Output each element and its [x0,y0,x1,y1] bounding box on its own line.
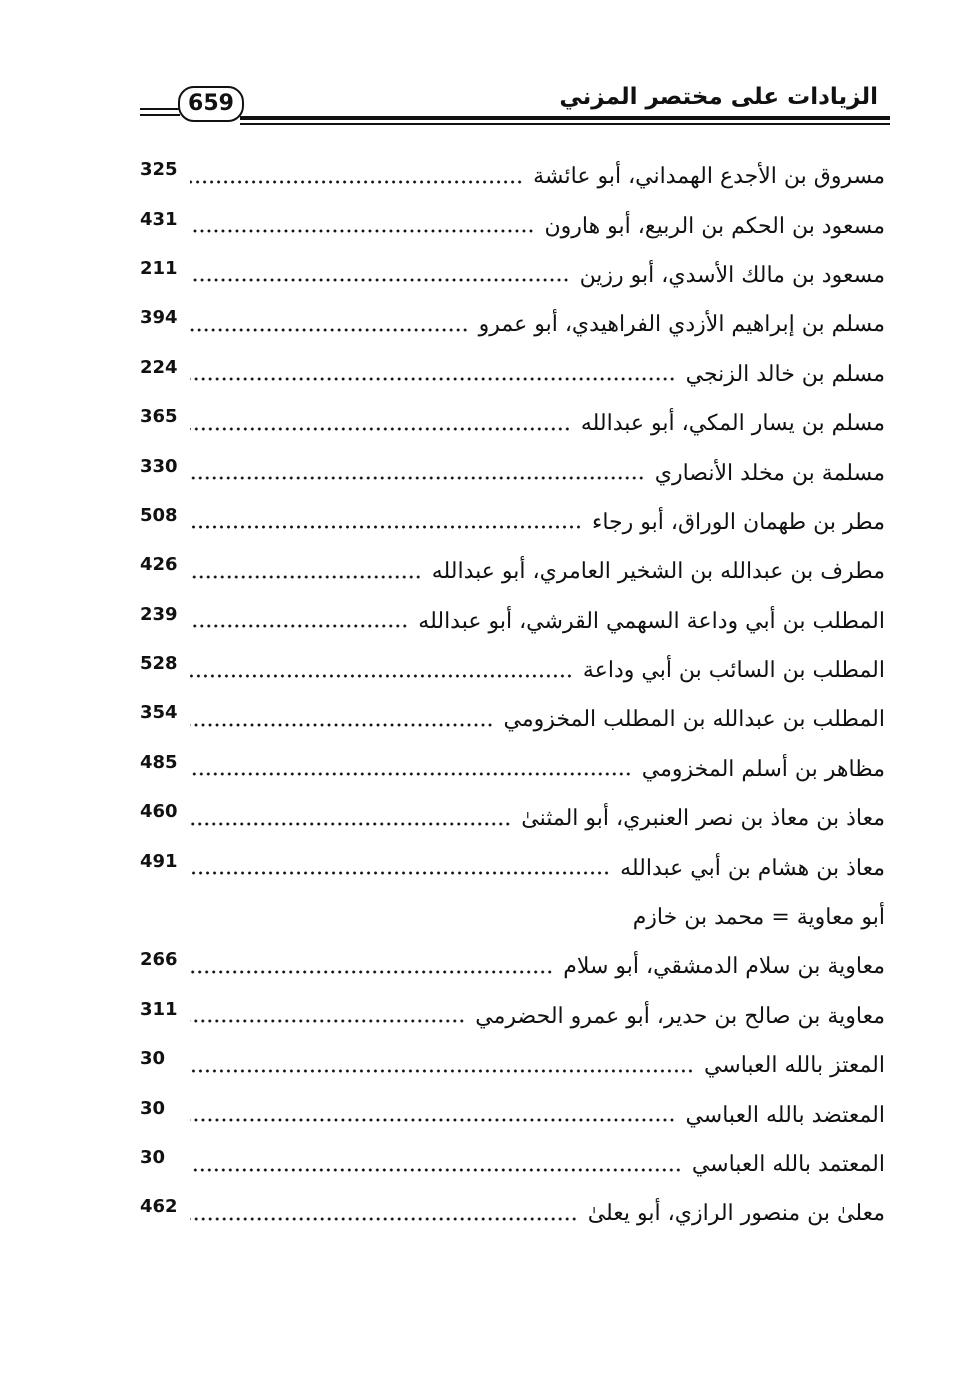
dot-leader [190,1016,465,1026]
index-entry [140,350,885,399]
entry-page-number: 224 [140,356,178,378]
index-entry [140,843,885,892]
index-entry [140,201,885,250]
index-entry [140,646,885,695]
entry-page-number: 325 [140,159,178,181]
index-entry [140,152,885,201]
dot-leader [190,819,511,829]
header-rule-left [140,108,180,110]
dot-leader [190,967,553,977]
dot-leader [190,374,676,384]
dot-leader [190,1214,578,1224]
entry-name: مظاهر بن أسلم المخزومي [641,756,885,782]
dot-leader [190,325,469,335]
entry-name: المطلب بن عبدالله بن المطلب المخزومي [503,707,885,733]
dot-leader [190,572,422,582]
dot-leader [190,473,645,483]
entry-page-number: 508 [140,504,178,526]
entry-name: مطر بن طهمان الوراق، أبو رجاء [592,509,885,535]
dot-leader [190,720,494,730]
page-header [140,78,890,128]
page-number: 659 [178,86,244,122]
header-rule-left-lower [140,114,180,116]
entry-name: أبو معاوية = محمد بن خازم [632,905,885,931]
dot-leader [190,769,632,779]
index-entry [140,251,885,300]
entry-page-number: 491 [140,850,178,872]
entry-name: المعتضد بالله العباسي [685,1102,885,1128]
entry-name: معاوية بن سلام الدمشقي، أبو سلام [563,954,885,980]
entry-name: مسلم بن يسار المكي، أبو عبدالله [580,411,885,437]
entry-name: مسلم بن خالد الزنجي [685,361,885,387]
entry-page-number: 211 [140,257,178,279]
dot-leader [190,621,408,631]
entry-name: معلىٰ بن منصور الرازي، أبو يعلىٰ [587,1201,885,1227]
entry-name: المعتز بالله العباسي [703,1053,885,1079]
index-entry [140,1041,885,1090]
entry-page-number: 30 [140,1097,166,1119]
entry-page-number: 426 [140,554,178,576]
dot-leader [190,522,582,532]
dot-leader [190,424,571,434]
entry-page-number: 239 [140,603,178,625]
entry-name: معاذ بن هشام بن أبي عبدالله [620,855,885,881]
entry-page-number: 394 [140,307,178,329]
entry-page-number: 528 [140,653,178,675]
index-entry [140,942,885,991]
entry-page-number: 460 [140,801,178,823]
index-entry [140,794,885,843]
entry-name: مسلمة بن مخلد الأنصاري [654,460,885,486]
entry-page-number: 330 [140,455,178,477]
index-entry [140,1090,885,1139]
dot-leader [190,177,523,187]
entry-page-number: 266 [140,949,178,971]
entry-name: مطرف بن عبدالله بن الشخير العامري، أبو عبدالله [431,559,885,585]
entry-name: مسعود بن الحكم بن الربيع، أبو هارون [544,213,885,239]
entry-name: مسلم بن إبراهيم الأزدي الفراهيدي، أبو عمرو [478,312,885,338]
entry-page-number: 311 [140,998,178,1020]
index-entry [140,1189,885,1238]
entry-page-number: 365 [140,406,178,428]
entry-page-number: 462 [140,1196,178,1218]
entry-name: معاذ بن معاذ بن نصر العنبري، أبو المثنىٰ [521,806,885,832]
index-entry [140,597,885,646]
header-rule-thin [240,123,890,125]
dot-leader [190,671,573,681]
index-entry [140,448,885,497]
index-entry [140,399,885,448]
entry-page-number: 485 [140,751,178,773]
dot-leader [190,1115,675,1125]
book-title: الزيادات على مختصر المزني [559,84,878,110]
entry-name: المعتمد بالله العباسي [691,1152,885,1177]
index-entry [140,745,885,794]
dot-leader [190,1066,694,1076]
entry-name: مسعود بن مالك الأسدي، أبو رزين [579,262,885,288]
header-rule-thick [240,116,890,120]
index-entry [140,300,885,349]
entry-page-number: 30 [140,1048,166,1070]
dot-leader [190,1165,682,1175]
index-entry [140,547,885,596]
entry-page-number: 431 [140,208,178,230]
dot-leader [190,226,534,236]
entry-name: المطلب بن السائب بن أبي وداعة [582,658,885,684]
index-entry [140,1140,885,1189]
index-list [140,152,885,1239]
index-entry [140,992,885,1041]
entry-name: المطلب بن أبي وداعة السهمي القرشي، أبو عبدالله [418,608,885,634]
dot-leader [190,868,610,878]
entry-name: معاوية بن صالح بن حدير، أبو عمرو الحضرمي [475,1003,885,1029]
entry-page-number: 354 [140,702,178,724]
entry-page-number: 30 [140,1147,166,1168]
index-entry [140,498,885,547]
index-entry [140,695,885,744]
entry-name: مسروق بن الأجدع الهمداني، أبو عائشة [533,164,885,190]
dot-leader [190,275,570,285]
index-entry [140,893,885,942]
